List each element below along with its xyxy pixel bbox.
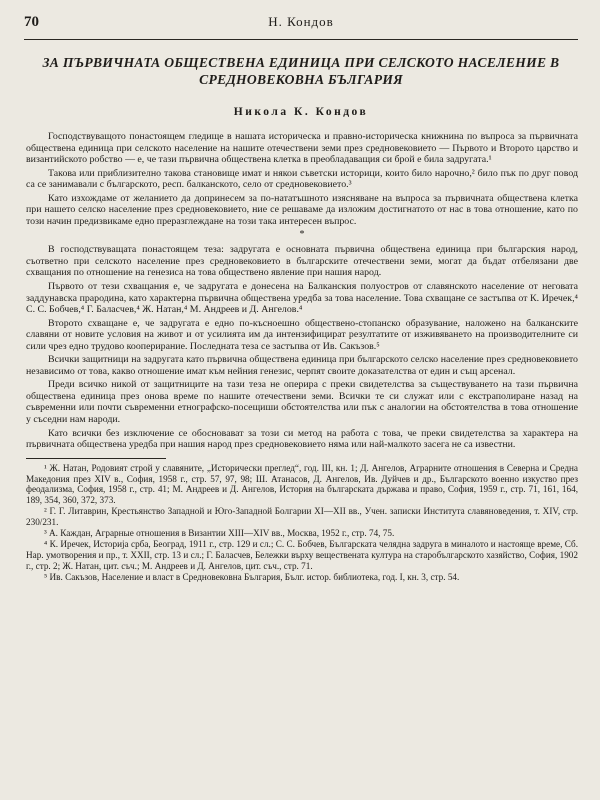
footnote-divider: [26, 458, 166, 459]
page-number: 70: [24, 14, 39, 30]
body-paragraph: Всички защитници на задругата като първична обществена единица при българското селско население през средновековието независимо от това, какво отношение имат към нейния генезис, черпят своите доказателства от един и същ арсенал.: [26, 354, 578, 377]
body-paragraph: Преди всичко никой от защитниците на тази теза не оперира с преки свидетелства за съществуването на тази първична обществена единица през онова време по нашите отечествени земи. Всички те си служат или с екстраполиране назад на съвременни или почти съвременни етнографско-посещиши обстоятелства или пък с аналогии на обстоятелства в това отношение у съседни нам народи.: [26, 379, 578, 426]
footnote: ³ А. Каждан, Аграрные отношения в Византии XIII—XIV вв., Москва, 1952 г., стр. 74, 75.: [44, 528, 395, 539]
body-paragraph: Второто схващане е, че задругата е едно по-късноешно обществено-стопанско образувание, наложено на балканските славяни от новите условия на живот и от усилията им да интензифицират резултатите от изживяването на производителните си сили чрез едно трудово кооперирание. Последната теза се застъпва от Ив. Сакъзов.⁵: [26, 317, 578, 352]
footnote: ⁴ К. Иречек, Историја срба, Београд, 1911 г., стр. 129 и сл.; С. С. Бобчев, Българската челядна задруга в миналото и настояще време, Сб. Нар. умотворения и пр., т. XXII, стр. 13 и сл.; Г. Баласчев, Бележки върху веществената култура на старобългарското хазяйство, София, 1902 г., стр. 2; Ж. Натан, цит. съч.; М. Андреев и Д. Ангелов, цит. съч., стр. 71.: [26, 539, 578, 571]
footnote: ¹ Ж. Натан, Родовият строй у славяните, „Исторически преглед“, год. III, кн. 1; Д. Ангелов, Аграрните отношения в Северна и Средна Македония през XIV в., София, 1958 г., стр. 57, 97, 98; Ш. Атанасов, Д. Ангелов, Ив. Дуйчев и др., Българското военно изкуство през феодализма, София, 1958 г., стр. 41; М. Андреев и Д. Ангелов, История на българската държава и право, София, 1959 г., стр. 71, 161, 164, 189, 354, 360, 372, 373.: [26, 462, 578, 506]
article-title: ЗА ПЪРВИЧНАТА ОБЩЕСТВЕНА ЕДИНИЦА ПРИ СЕЛСКОТО НАСЕЛЕНИЕ В СРЕДНОВЕКОВНА БЪЛГАРИЯ: [42, 55, 560, 87]
body-paragraph: Такова или приблизително такова становище имат и някои съветски историци, които било нарочно,² било пък по друг повод са се занимавали с българското, респ. балканското, село от средновековието.³: [26, 167, 578, 191]
article-author: Никола К. Кондов: [233, 106, 369, 118]
body-paragraph: Господствуващото понастоящем гледище в нашата историческа и правно-историческа книжнина по въпроса за първичната обществена единица при селското население на нашите отечествени земи през средновековието — Първото и Второто царство и византийското робство — е, че тази първична обществена клетка в преобладаващия си брой е била задругата.¹: [26, 131, 578, 166]
body-paragraph: Като изхождаме от желанието да допринесем за по-нататъшното изясняване на въпроса за първичната обществена клетка при нашето селско население през средновековието, ние се решаваме да изложим достигнатото от нас в това отношение, като по този начин предизвикаме едно преразглеждане на този така интересен въпрос.: [26, 192, 578, 227]
body-paragraph: Първото от тези схващания е, че задругата е донесена на Балканския полуостров от славянското население от неговата заддунавска прародина, като характерна първична обществена уредба за това население. Това схващане се застъпва от К. Иречек,⁴ С. С. Бобчев,⁴ Г. Баласчев,⁴ Ж. Натан,⁴ М. Андреев и Д. Ангелов.⁴: [26, 281, 578, 316]
section-separator: *: [299, 229, 305, 241]
article-body: [24, 131, 578, 451]
footnote: ² Г. Г. Литаврин, Крестьянство Западной и Юго-Западной Болгарии XI—XII вв., Учен. записки Института славяноведения, т. XIV, стр. 230/231.: [26, 506, 578, 528]
body-paragraph: Като всички без изключение се обосновават за този си метод на работа с това, че преки свидетелства за характера на първичната обществена уредба при нашия народ през средновековието няма или най-малкото засега не са известни.: [26, 427, 578, 451]
footnotes: [24, 463, 578, 583]
body-paragraph: В господствуващата понастоящем теза: задругата е основната първична обществена единица при българския народ, съответно при селското население през средновековието в българските отечествени земи, могат да бъдат отбелязани две схващания по отношение на генезиса на това обществено явление при нашия народ.: [26, 244, 578, 279]
footnote: ⁵ Ив. Сакъзов, Население и власт в Средновековна България, Бълг. истор. библиотека, год. I, кн. 3, стр. 54.: [44, 571, 460, 582]
running-header-author: Н. Кондов: [268, 14, 334, 29]
running-header: [24, 14, 578, 40]
